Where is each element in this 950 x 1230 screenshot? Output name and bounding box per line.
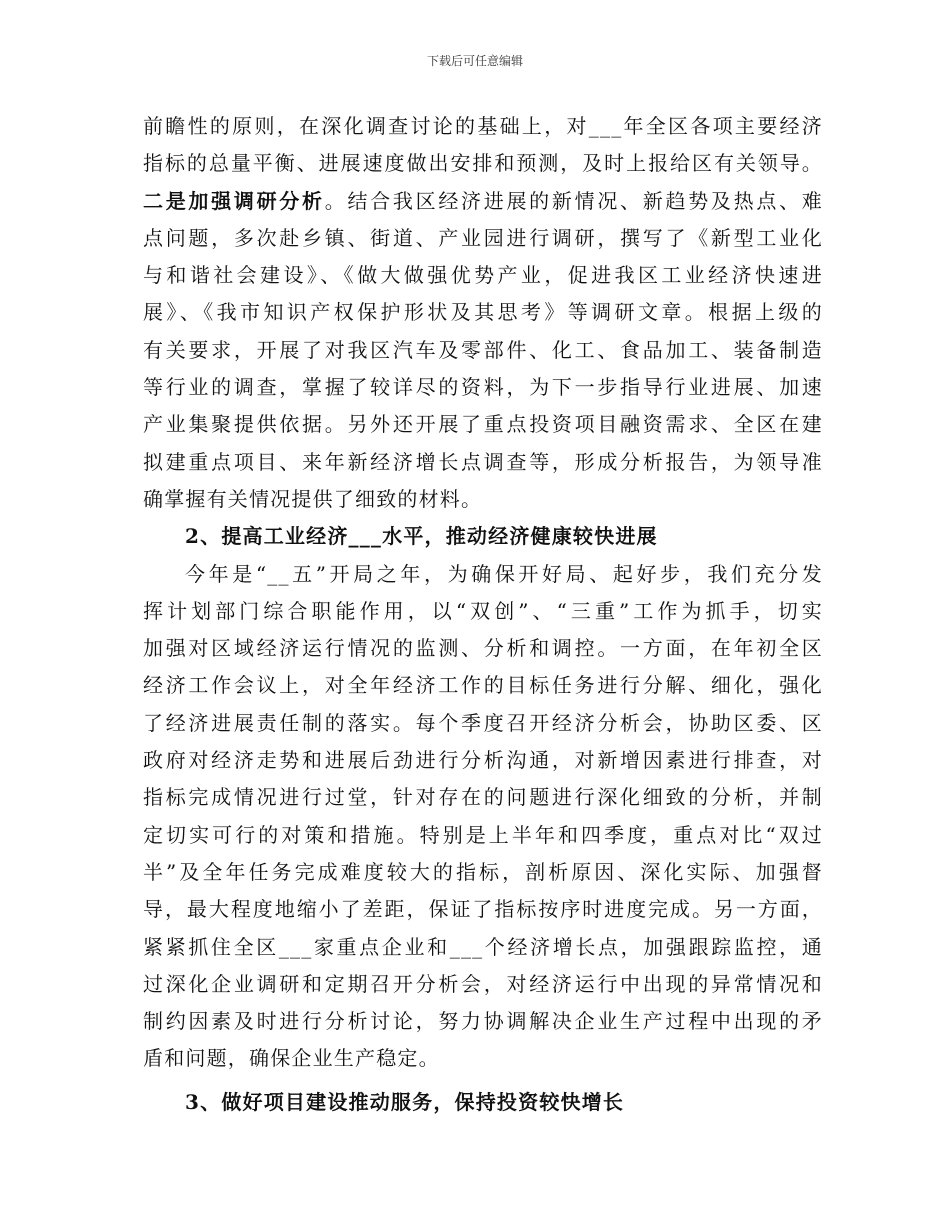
paragraph-line: 点问题，多次赴乡镇、街道、产业园进行调研，撰写了《新型工业化 (143, 225, 823, 250)
paragraph-line: 挥计划部门综合职能作用，以“双创”、“三重”工作为抓手，切实 (143, 598, 823, 623)
paragraph-line: 有关要求，开展了对我区汽车及零部件、化工、食品加工、装备制造 (143, 337, 823, 362)
paragraph-line: 加强对区域经济运行情况的监测、分析和调控。一方面，在年初全区 (143, 636, 823, 661)
section-heading-2: 2、提高工业经济___水平，推动经济健康较快进展 (185, 524, 658, 549)
paragraph-line: 指标完成情况进行过堂，针对存在的问题进行深化细致的分析，并制 (143, 785, 823, 810)
paragraph-line: 确掌握有关情况提供了细致的材料。 (143, 486, 483, 511)
paragraph-line: 政府对经济走势和进展后劲进行分析沟通，对新增因素进行排查，对 (143, 748, 823, 773)
paragraph-line: 产业集聚提供依据。另外还开展了重点投资项目融资需求、全区在建 (143, 412, 823, 437)
paragraph-line: 过深化企业调研和定期召开分析会，对经济运行中出现的异常情况和 (143, 971, 823, 996)
bold-lead-text: 二是加强调研分析 (143, 188, 325, 213)
paragraph-line: 前瞻性的原则，在深化调查讨论的基础上，对___年全区各项主要经济 (143, 114, 823, 138)
paragraph-line: 制约因素及时进行分析讨论，努力协调解决企业生产过程中出现的矛 (143, 1009, 823, 1034)
paragraph-line: 盾和问题，确保企业生产稳定。 (143, 1046, 440, 1071)
paragraph-line: 半”及全年任务完成难度较大的指标，剖析原因、深化实际、加强督 (143, 859, 823, 884)
paragraph-line: 了经济进展责任制的落实。每个季度召开经济分析会，协助区委、区 (143, 710, 823, 735)
page-header-note: 下载后可任意编辑 (426, 54, 523, 68)
paragraph-line: 导，最大程度地缩小了差距，保证了指标按序时进度完成。另一方面， (143, 897, 823, 922)
paragraph-line-mixed (143, 183, 823, 220)
paragraph-line: 等行业的调查，掌握了较详尽的资料，为下一步指导行业进展、加速 (143, 375, 823, 400)
paragraph-line: 紧紧抓住全区___家重点企业和___个经济增长点，加强跟踪监控，通 (143, 934, 823, 959)
paragraph-text: 。结合我区经济进展的新情况、新趋势及热点、难 (324, 188, 823, 213)
paragraph-line: 今年是“__五”开局之年，为确保开好局、起好步，我们充分发 (185, 561, 823, 586)
paragraph-line: 拟建重点项目、来年新经济增长点调查等，形成分析报告，为领导准 (143, 449, 823, 474)
paragraph-line: 展》、《我市知识产权保护形状及其思考》等调研文章。根据上级的 (143, 300, 823, 325)
paragraph-line: 定切实可行的对策和措施。特别是上半年和四季度，重点对比“双过 (143, 822, 823, 847)
paragraph-line: 经济工作会议上，对全年经济工作的目标任务进行分解、细化，强化 (143, 673, 823, 698)
paragraph-line: 指标的总量平衡、进展速度做出安排和预测，及时上报给区有关领导。 (143, 151, 823, 176)
paragraph-line: 与和谐社会建设》、《做大做强优势产业，促进我区工业经济快速进 (143, 263, 823, 288)
document-body (143, 108, 823, 1121)
section-heading-3: 3、做好项目建设推动服务，保持投资较快增长 (185, 1089, 625, 1114)
